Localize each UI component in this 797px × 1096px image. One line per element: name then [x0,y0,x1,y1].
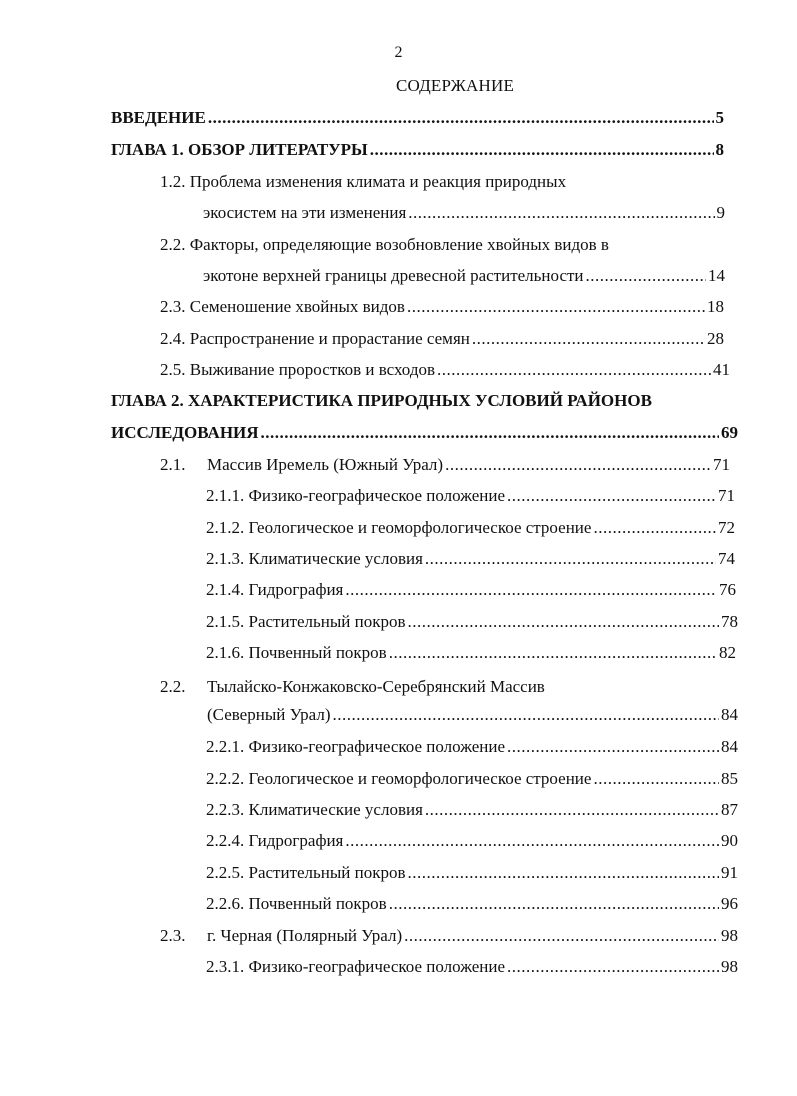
toc-entry [206,831,738,853]
toc-entry-title: 2.2. Факторы, определяющие возобновление хвойных видов в [160,235,609,254]
toc-entry-number: 2.1. [160,455,186,474]
toc-entry-page: 91 [721,863,738,882]
page-title: СОДЕРЖАНИЕ [395,76,515,95]
toc-dot-leader [208,108,714,128]
toc-entry [111,140,724,162]
toc-entry-title: Тылайско-Конжаковско-Серебрянский Массив [207,677,545,696]
toc-entry-title: (Северный Урал) [207,705,331,724]
toc-entry-page: 69 [721,423,738,442]
toc-entry [160,677,724,699]
toc-dot-leader [345,831,719,851]
toc-entry-title: 2.2.1. Физико-географическое положение [206,737,506,756]
toc-entry-title: ИССЛЕДОВАНИЯ [111,423,259,442]
toc-dot-leader [408,203,714,223]
toc-dot-leader [437,360,711,380]
toc-entry-title: экотоне верхней границы древесной растительности [203,266,584,285]
toc-entry [111,108,724,130]
toc-entry [206,549,735,571]
toc-entry [206,612,738,634]
toc-entry-page: 8 [715,140,724,159]
toc-entry-number: 2.2. [160,677,186,696]
toc-entry-title: 2.2.4. Гидрография [206,831,344,850]
toc-entry-page: 98 [721,926,738,945]
toc-dot-leader [408,612,719,632]
toc-entry-page: 85 [721,769,738,788]
toc-dot-leader [425,549,716,569]
toc-dot-leader [507,486,716,506]
toc-entry-title: 2.2.3. Климатические условия [206,800,423,819]
toc-entry [160,235,724,257]
toc-dot-leader [507,957,719,977]
toc-dot-leader [445,455,711,475]
toc-entry-page: 74 [718,549,735,568]
toc-dot-leader [404,926,719,946]
toc-entry-title: 2.1.1. Физико-географическое положение [206,486,506,505]
toc-entry-page: 18 [707,297,724,316]
toc-entry-title: 2.1.3. Климатические условия [206,549,423,568]
toc-entry [206,769,738,791]
toc-entry-title: 2.3. Семеношение хвойных видов [160,297,405,316]
toc-entry-title: 2.1.2. Геологическое и геоморфологическое строение [206,518,592,537]
toc-dot-leader [370,140,714,160]
toc-entry-page: 84 [721,737,738,756]
toc-dot-leader [425,800,719,820]
toc-entry-title: 2.1.5. Растительный покров [206,612,406,631]
toc-entry [206,518,735,540]
toc-entry [160,297,724,319]
toc-entry-title: ВВЕДЕНИЕ [111,108,206,127]
toc-entry-title: 2.5. Выживание проростков и всходов [160,360,435,379]
toc-entry [160,329,724,351]
toc-entry [206,800,738,822]
toc-entry-title: 2.3.1. Физико-географическое положение [206,957,506,976]
toc-entry [111,391,724,413]
toc-entry-title: 2.1.4. Гидрография [206,580,344,599]
toc-entry-page: 82 [719,643,736,662]
toc-entry [206,643,736,665]
toc-dot-leader [389,643,717,663]
toc-entry [160,926,738,948]
toc-entry-title: г. Черная (Полярный Урал) [207,926,403,945]
toc-dot-leader [408,863,719,883]
toc-dot-leader [586,266,706,286]
toc-dot-leader [593,518,716,538]
toc-dot-leader [345,580,717,600]
toc-entry [206,894,738,916]
toc-entry-page: 90 [721,831,738,850]
toc-entry-page: 71 [718,486,735,505]
toc-entry-title: экосистем на эти изменения [203,203,407,222]
toc-dot-leader [261,423,719,443]
toc-entry-page: 76 [719,580,736,599]
toc-entry-page: 96 [721,894,738,913]
toc-entry [203,203,725,225]
toc-entry-page: 71 [713,455,730,474]
toc-entry-page: 87 [721,800,738,819]
toc-entry [160,172,724,194]
toc-dot-leader [593,769,719,789]
toc-entry [206,580,736,602]
toc-entry-page: 84 [721,705,738,724]
toc-entry [207,705,738,727]
toc-entry-number: 2.3. [160,926,186,945]
toc-entry [206,486,735,508]
toc-dot-leader [389,894,719,914]
toc-entry-title: ГЛАВА 2. ХАРАКТЕРИСТИКА ПРИРОДНЫХ УСЛОВИЙ РАЙОНОВ [111,391,652,410]
toc-entry-title: 2.2.2. Геологическое и геоморфологическое строение [206,769,592,788]
toc-entry-title: 1.2. Проблема изменения климата и реакция природных [160,172,567,191]
toc-entry-title: Массив Иремель (Южный Урал) [207,455,444,474]
toc-entry-page: 72 [718,518,735,537]
toc-entry [111,423,738,445]
toc-entry [206,863,738,885]
toc-entry [206,737,738,759]
toc-entry-page: 98 [721,957,738,976]
toc-dot-leader [332,705,719,725]
toc-dot-leader [507,737,719,757]
toc-entry-page: 78 [721,612,738,631]
toc-entry-title: 2.1.6. Почвенный покров [206,643,387,662]
toc-entry [160,360,730,382]
toc-entry-title: 2.4. Распространение и прорастание семян [160,329,470,348]
toc-entry [160,455,730,477]
toc-entry-page: 5 [715,108,724,127]
toc-entry [206,957,738,979]
toc-entry-page: 28 [707,329,724,348]
page-number: 2 [394,44,403,61]
toc-entry-page: 9 [716,203,725,222]
toc-dot-leader [407,297,705,317]
toc-entry-page: 41 [713,360,730,379]
toc-entry-page: 14 [708,266,725,285]
toc-entry [203,266,725,288]
toc-dot-leader [472,329,705,349]
toc-entry-title: 2.2.5. Растительный покров [206,863,406,882]
toc-entry-title: ГЛАВА 1. ОБЗОР ЛИТЕРАТУРЫ [111,140,368,159]
toc-entry-title: 2.2.6. Почвенный покров [206,894,387,913]
